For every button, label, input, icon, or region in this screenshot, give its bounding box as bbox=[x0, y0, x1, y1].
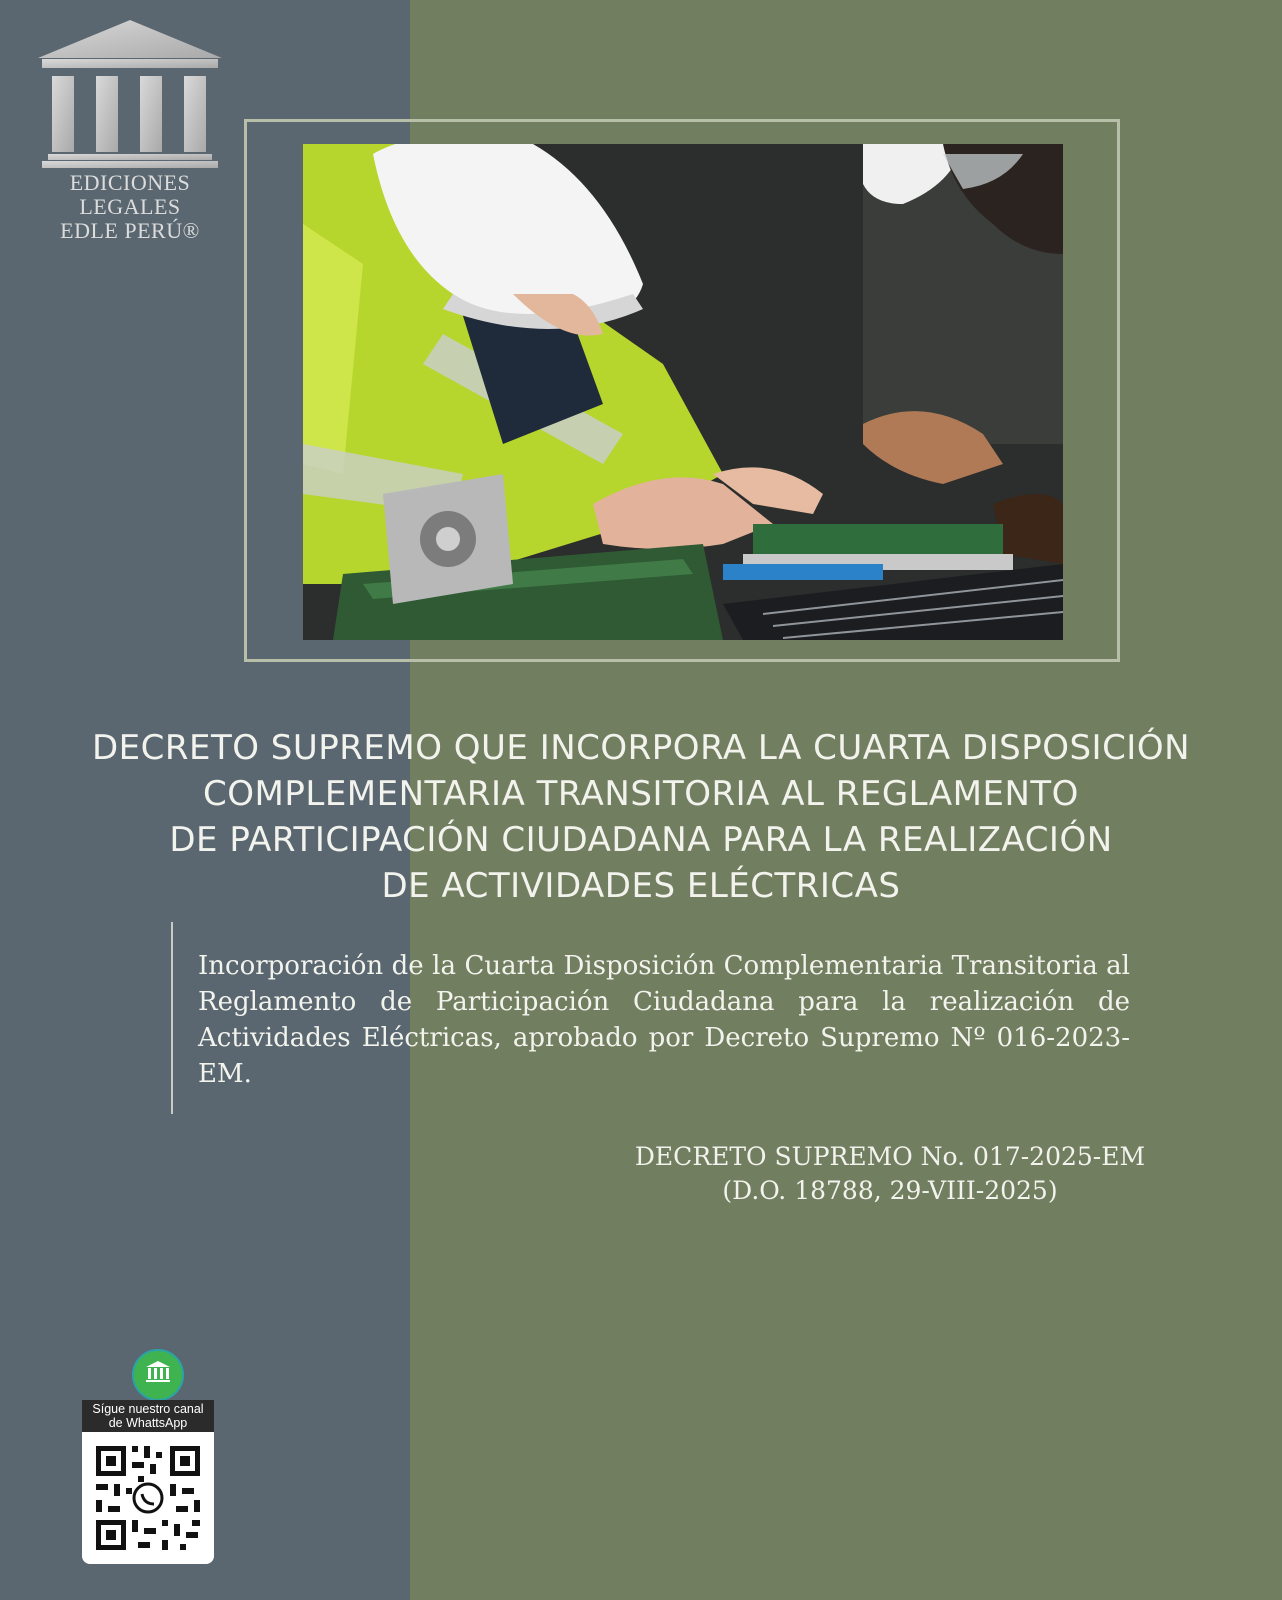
summary-text: Incorporación de la Cuarta Disposición Complementaria Transitoria al Reglamento de Participación Ciudadana para la realización de Actividades Eléctricas, aprobado por Decreto Supremo Nº 016-2023-EM. bbox=[198, 951, 1130, 1089]
title-line-4: DE ACTIVIDADES ELÉCTRICAS bbox=[381, 866, 901, 906]
engineers-photo bbox=[303, 144, 1063, 640]
whatsapp-qr-code[interactable] bbox=[82, 1432, 214, 1564]
publisher-name-line-3: EDLE PERÚ® bbox=[60, 218, 200, 243]
temple-columns-icon bbox=[30, 18, 230, 170]
whatsapp-label-line-2: de WhattsApp bbox=[108, 1416, 188, 1430]
whatsapp-channel-icon[interactable] bbox=[132, 1349, 184, 1401]
decree-reference bbox=[620, 1140, 1160, 1208]
title-line-3: DE PARTICIPACIÓN CIUDADANA PARA LA REALIZACIÓN bbox=[169, 820, 1113, 860]
title-line-2: COMPLEMENTARIA TRANSITORIA AL REGLAMENTO bbox=[203, 774, 1079, 814]
summary-accent-bar bbox=[171, 922, 173, 1114]
publication-date: (D.O. 18788, 29-VIII-2025) bbox=[722, 1176, 1058, 1205]
engineers-working-on-circuit-board-icon bbox=[303, 144, 1063, 640]
whatsapp-label-line-1: Sígue nuestro canal bbox=[92, 1402, 204, 1416]
publisher-logo bbox=[30, 18, 230, 248]
whatsapp-channel-label[interactable] bbox=[82, 1400, 214, 1432]
publisher-name-line-1: EDICIONES bbox=[69, 170, 191, 195]
document-title bbox=[60, 725, 1222, 909]
decree-number: DECRETO SUPREMO No. 017-2025-EM bbox=[634, 1142, 1146, 1171]
publisher-name-line-2: LEGALES bbox=[79, 194, 181, 219]
temple-mini-icon bbox=[134, 1351, 182, 1399]
publisher-name bbox=[30, 171, 230, 243]
qr-code-icon bbox=[82, 1432, 214, 1564]
title-line-1: DECRETO SUPREMO QUE INCORPORA LA CUARTA DISPOSICIÓN bbox=[91, 728, 1191, 768]
